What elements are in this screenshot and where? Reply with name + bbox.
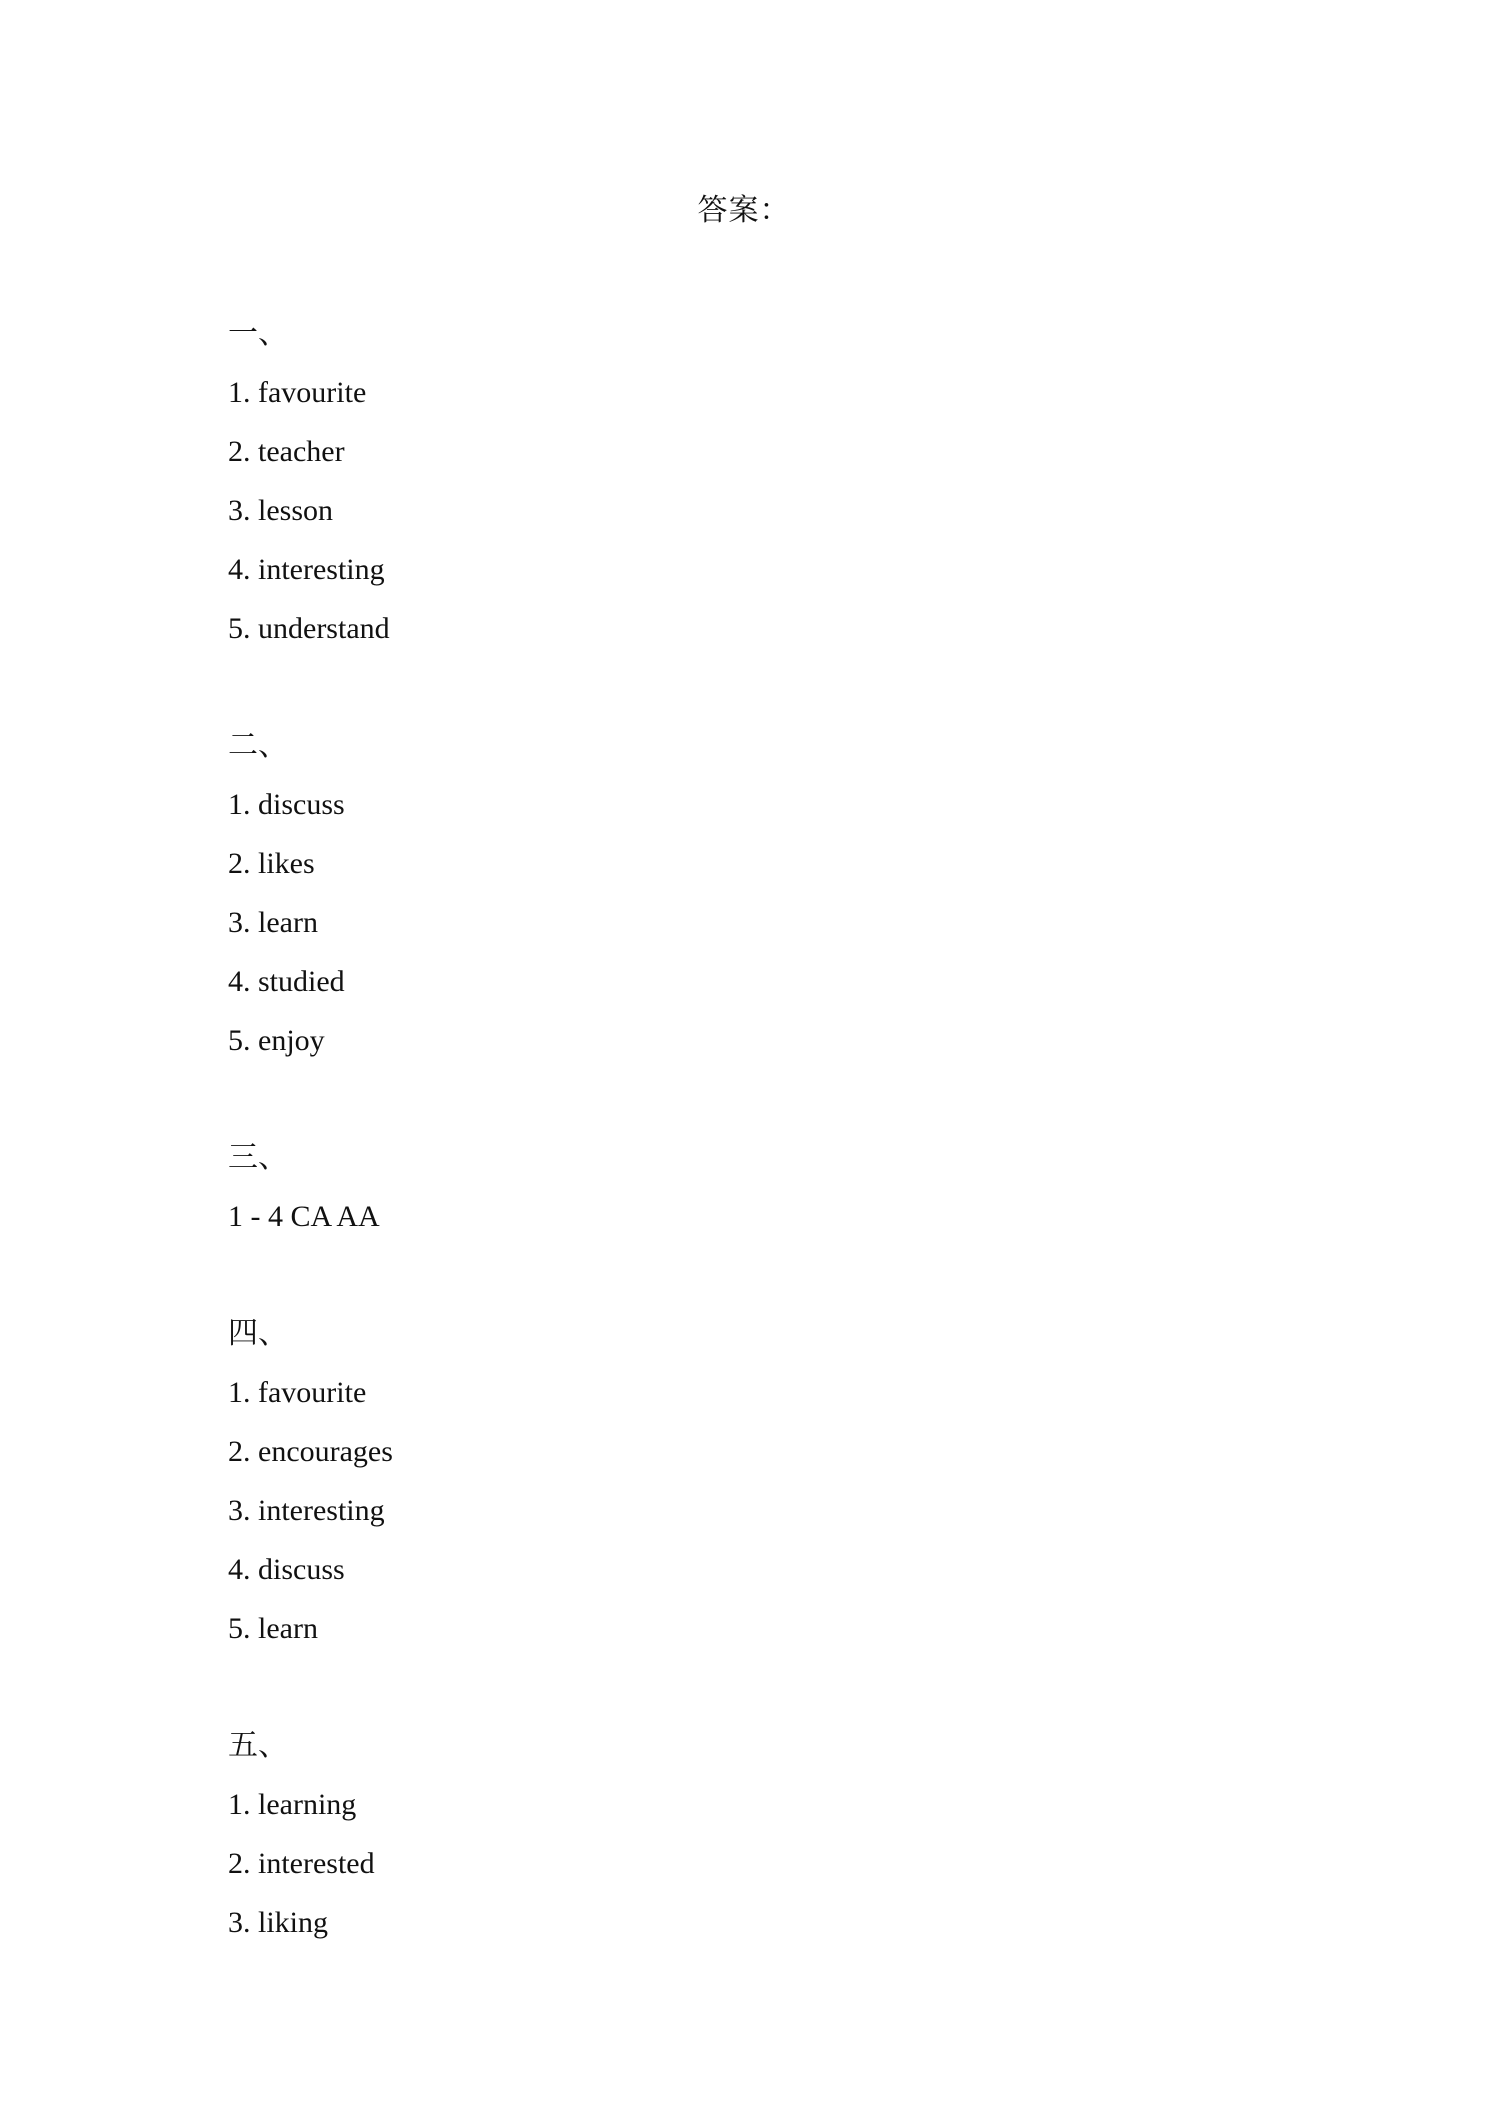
answer-line: 1. favourite [228,1376,367,1409]
answer-line: 2. encourages [228,1435,393,1468]
answer-line: 5. understand [228,612,390,645]
answer-line: 2. likes [228,847,315,880]
section-1 [228,304,1328,658]
answer-line: 2. teacher [228,435,345,468]
answer-line: 1. learning [228,1788,357,1821]
answer-line: 5. learn [228,1612,318,1645]
section-heading: 二、 [228,729,288,762]
answer-line: 5. enjoy [228,1024,325,1057]
answer-content [228,304,1328,2010]
section-heading: 四、 [228,1317,288,1350]
section-heading: 一、 [228,317,288,350]
answer-line: 3. lesson [228,494,333,527]
answer-line: 3. learn [228,906,318,939]
answer-line: 1. discuss [228,788,345,821]
section-3 [228,1128,1328,1246]
section-heading: 三、 [228,1141,288,1174]
answer-line: 4. studied [228,965,345,998]
answer-line: 2. interested [228,1847,375,1880]
section-2 [228,716,1328,1070]
answer-line: 3. liking [228,1906,329,1939]
section-heading: 五、 [228,1729,288,1762]
answer-line: 1. favourite [228,376,367,409]
answer-line: 3. interesting [228,1494,385,1527]
section-4 [228,1304,1328,1658]
answer-line: 4. interesting [228,553,385,586]
section-5 [228,1716,1328,1952]
answer-line: 1 - 4 CA AA [228,1200,380,1233]
answer-line: 4. discuss [228,1553,345,1586]
page-title: 答案： [697,194,791,227]
